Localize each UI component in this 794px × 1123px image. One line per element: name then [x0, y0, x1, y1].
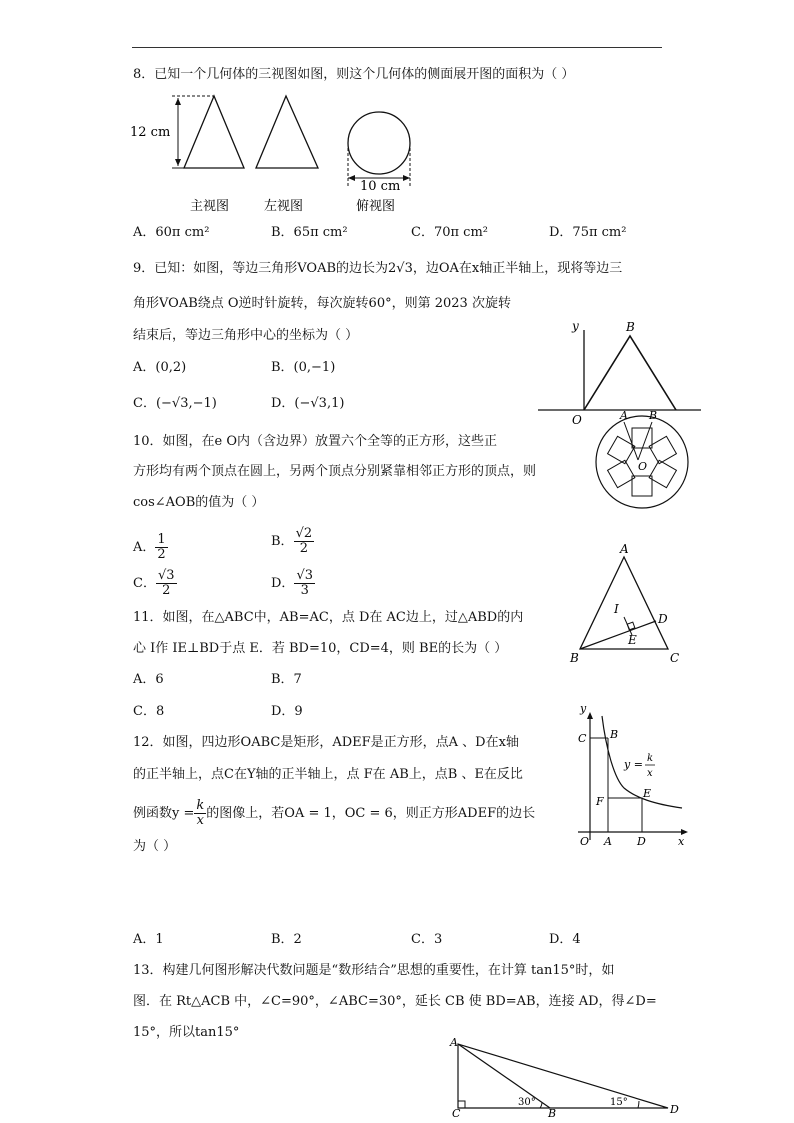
q12-line1: 12．如图，四边形OABC是矩形，ADEF是正方形，点A 、D在x轴: [133, 735, 519, 750]
svg-text:B: B: [548, 1107, 557, 1120]
q12-line3: 例函数y = $\frac{k}{x}$ 的图像上，若OA = 1，OC = 6，则正方形ADEF的边长: [133, 798, 536, 828]
svg-text:x: x: [647, 768, 653, 779]
q10-line1: 10．如图，在e O内（含边界）放置六个全等的正方形，这些正: [133, 434, 498, 449]
header-rule: [132, 47, 662, 48]
q12-option-b: B．2: [271, 932, 302, 947]
q12-line2: 的正半轴上，点C在Y轴的正半轴上，点 F在 AB上，点B 、E在反比: [133, 767, 523, 782]
svg-text:B: B: [570, 651, 579, 665]
svg-text:15°: 15°: [610, 1097, 628, 1108]
q10-line3: cos∠AOB的值为（ ）: [133, 495, 265, 510]
q13-line3: 15°，所以tan15°: [133, 1025, 240, 1040]
q9-option-b: B．(0,−1): [271, 360, 336, 375]
svg-text:y =: y =: [624, 758, 643, 771]
svg-text:A: A: [450, 1036, 458, 1049]
svg-text:D: D: [670, 1103, 679, 1116]
q8-option-a: A．60π cm²: [133, 225, 210, 240]
q8-option-b: B．65π cm²: [271, 225, 348, 240]
q10-option-b: B． $\frac{√2}{2}$: [271, 526, 313, 556]
q10-option-d: D． $\frac{√3}{3}$: [271, 568, 313, 598]
q8-option-d: D．75π cm²: [549, 225, 627, 240]
q13-figure: [448, 1038, 688, 1118]
svg-text:C: C: [578, 732, 587, 745]
q9-option-c: C．(−√3,−1): [133, 396, 217, 411]
q10-square: [649, 460, 676, 487]
q11-line1: 11．如图，在△ABC中，AB=AC，点 D在 AC边上，过△ABD的内: [133, 610, 524, 625]
svg-text:D: D: [658, 612, 668, 626]
q12-option-d: D．4: [549, 932, 581, 947]
svg-text:I: I: [614, 602, 619, 616]
q8-front-view-triangle: [184, 96, 244, 168]
q10-figure: [592, 410, 692, 510]
q9-option-d: D．(−√3,1): [271, 396, 345, 411]
svg-text:x: x: [678, 835, 685, 848]
svg-text:B: B: [649, 409, 658, 422]
q8-stem: 8．已知一个几何体的三视图如图，则这个几何体的侧面展开图的面积为（ ）: [133, 67, 575, 82]
q13-line2: 图．在 Rt△ACB 中，∠C=90°，∠ABC=30°，延长 CB 使 BD=AB，连接 AD，得∠D=: [133, 994, 657, 1009]
q11-option-b: B．7: [271, 672, 302, 687]
q10-square: [608, 460, 635, 487]
q8-left-view-label: 左视图: [264, 199, 304, 214]
q11-option-d: D．9: [271, 704, 303, 719]
svg-text:30°: 30°: [518, 1097, 536, 1108]
q10-option-a: A． $\frac{1}{2}$: [133, 532, 166, 562]
q10-square: [632, 476, 652, 496]
q13-line1: 13．构建几何图形解决代数问题是“数形结合”思想的重要性，在计算 tan15°时，如: [133, 963, 615, 978]
q9-option-a: A．(0,2): [133, 360, 187, 375]
q11-line2: 心 I作 IE⊥BD于点 E．若 BD=10，CD=4，则 BE的长为（ ）: [133, 641, 508, 656]
svg-text:A: A: [620, 409, 628, 422]
q8-top-view-circle: [348, 112, 410, 174]
q8-three-views-figure: [128, 88, 428, 218]
q8-top-view-label: 俯视图: [356, 199, 396, 214]
svg-text:F: F: [596, 795, 604, 808]
q9-line1-part2: OA在x轴正半轴上，现将等边三: [438, 261, 623, 276]
q8-left-view-triangle: [256, 96, 318, 168]
q9-line3: 结束后，等边三角形中心的坐标为（ ）: [133, 328, 359, 343]
q8-option-c: C．70π cm²: [411, 225, 488, 240]
q9-line1: [133, 260, 622, 278]
q12-option-a: A．1: [133, 932, 164, 947]
svg-text:A: A: [620, 542, 629, 556]
q10-option-c: C． $\frac{√3}{2}$: [133, 568, 175, 598]
svg-text:C: C: [670, 651, 680, 665]
svg-text:B: B: [610, 728, 619, 741]
q9-line1-part1: 9．已知：如图，等边三角形VOAB的边长为2√3，边: [133, 261, 439, 276]
svg-text:C: C: [452, 1107, 461, 1120]
q12-line4: 为（ ）: [133, 839, 177, 854]
q11-option-a: A．6: [133, 672, 164, 687]
svg-text:A: A: [604, 835, 612, 848]
svg-text:O: O: [638, 460, 648, 473]
q10-square: [649, 436, 676, 463]
q12-option-c: C．3: [411, 932, 443, 947]
q11-option-c: C．8: [133, 704, 165, 719]
svg-text:O: O: [580, 835, 590, 848]
q12-figure: [574, 702, 694, 853]
q8-height-label: 12 cm: [130, 125, 171, 140]
svg-text:B: B: [626, 320, 635, 334]
svg-text:D: D: [637, 835, 646, 848]
svg-text:k: k: [647, 753, 654, 764]
svg-text:y: y: [580, 702, 587, 715]
svg-text:E: E: [628, 633, 637, 647]
q11-figure: [568, 543, 688, 668]
svg-text:O: O: [572, 413, 582, 427]
q8-diameter-label: 10 cm: [360, 179, 401, 194]
svg-text:y: y: [572, 319, 579, 333]
q9-line2: 角形VOAB绕点 O逆时针旋转，每次旋转60°，则第 2023 次旋转: [133, 296, 511, 311]
q8-front-view-label: 主视图: [190, 199, 230, 214]
q10-line2: 方形均有两个顶点在圆上，另两个顶点分别紧靠相邻正方形的顶点，则: [133, 464, 537, 479]
svg-text:E: E: [643, 787, 652, 800]
